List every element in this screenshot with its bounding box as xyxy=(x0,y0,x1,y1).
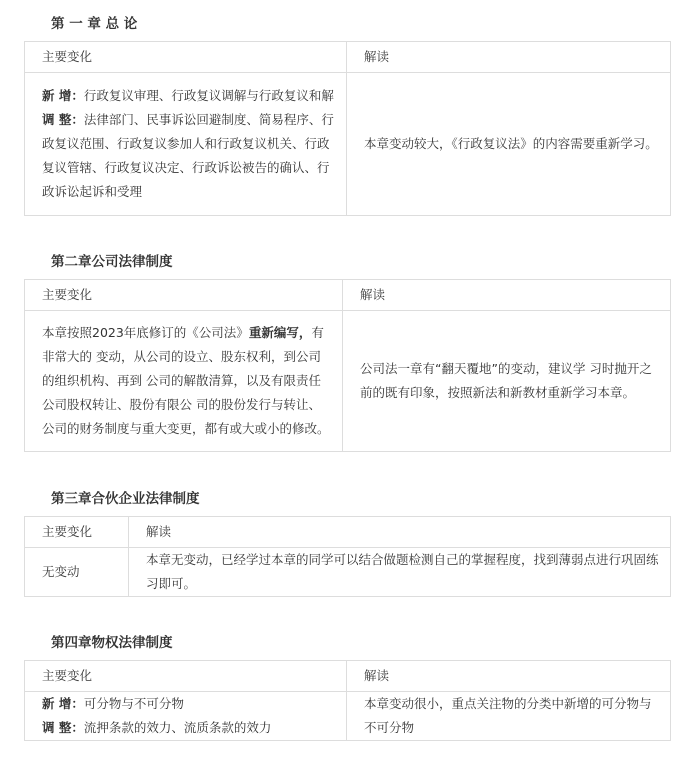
table-header-row xyxy=(25,661,671,692)
new-label: 新 增： xyxy=(42,88,84,103)
header-interpretation: 解读 xyxy=(347,42,671,73)
table-header-row xyxy=(25,517,671,548)
adjust-item xyxy=(42,108,336,204)
interpretation-cell: 本章变动较大，《行政复议法》的内容需要重新学习。 xyxy=(347,73,671,216)
new-label: 新 增： xyxy=(42,696,84,711)
changes-cell: 无变动 xyxy=(25,548,129,597)
table-row xyxy=(25,692,671,741)
section-4-table xyxy=(24,660,671,741)
header-changes: 主要变化 xyxy=(25,661,347,692)
changes-cell xyxy=(25,311,343,452)
table-row xyxy=(25,311,671,452)
section-4-title: 第四章物权法律制度 xyxy=(51,635,173,651)
changes-cell xyxy=(25,73,347,216)
new-item xyxy=(42,692,336,716)
changes-cell xyxy=(25,692,347,741)
header-interpretation: 解读 xyxy=(343,280,671,311)
changes-text-before: 本章按照2023年底修订的《公司法》 xyxy=(42,325,249,340)
adjust-label: 调 整： xyxy=(42,112,84,127)
adjust-text: 流押条款的效力、流质条款的效力 xyxy=(83,720,272,735)
table-row xyxy=(25,548,671,597)
table-row xyxy=(25,73,671,216)
adjust-label: 调 整： xyxy=(42,720,84,735)
section-1-title: 第 一 章 总 论 xyxy=(51,16,138,32)
header-interpretation: 解读 xyxy=(129,517,671,548)
changes-text-after: 有非常大的 变动，从公司的设立、股东权利，到公司的组织机构、再到 公司的解散清算，以及有限责任公司股权转让、股份有限公 司的股份发行与转让、公司的财务制度与重大变更，都有或大或小的修改。 xyxy=(42,325,330,436)
interpretation-cell: 公司法一章有“翻天覆地”的变动，建议学 习时抛开之前的既有印象，按照新法和新教材重新学习本章。 xyxy=(343,311,671,452)
interpretation-cell: 本章变动很小，重点关注物的分类中新增的可分物与不可分物 xyxy=(347,692,671,741)
section-2-title: 第二章公司法律制度 xyxy=(51,254,173,270)
changes-text-bold: 重新编写， xyxy=(248,325,312,340)
interpretation-cell: 本章无变动，已经学过本章的同学可以结合做题检测自己的掌握程度，找到薄弱点进行巩固练习即可。 xyxy=(129,548,671,597)
table-header-row xyxy=(25,42,671,73)
adjust-item xyxy=(42,716,336,740)
section-1-table xyxy=(24,41,671,216)
header-changes: 主要变化 xyxy=(25,280,343,311)
new-item xyxy=(42,84,336,108)
section-2-table xyxy=(24,279,671,452)
header-changes: 主要变化 xyxy=(25,42,347,73)
adjust-text: 法律部门、民事诉讼回避制度、简易程序、行政复议范围、行政复议参加人和行政复议机关、行政复议管辖、行政复议决定、行政诉讼被告的确认、行政诉讼起诉和受理 xyxy=(42,112,334,199)
new-text: 可分物与不可分物 xyxy=(83,696,184,711)
section-3-title: 第三章合伙企业法律制度 xyxy=(51,491,200,507)
section-3-table xyxy=(24,516,671,597)
table-header-row xyxy=(25,280,671,311)
header-interpretation: 解读 xyxy=(347,661,671,692)
header-changes: 主要变化 xyxy=(25,517,129,548)
new-text: 行政复议审理、行政复议调解与行政复议和解 xyxy=(83,88,334,103)
